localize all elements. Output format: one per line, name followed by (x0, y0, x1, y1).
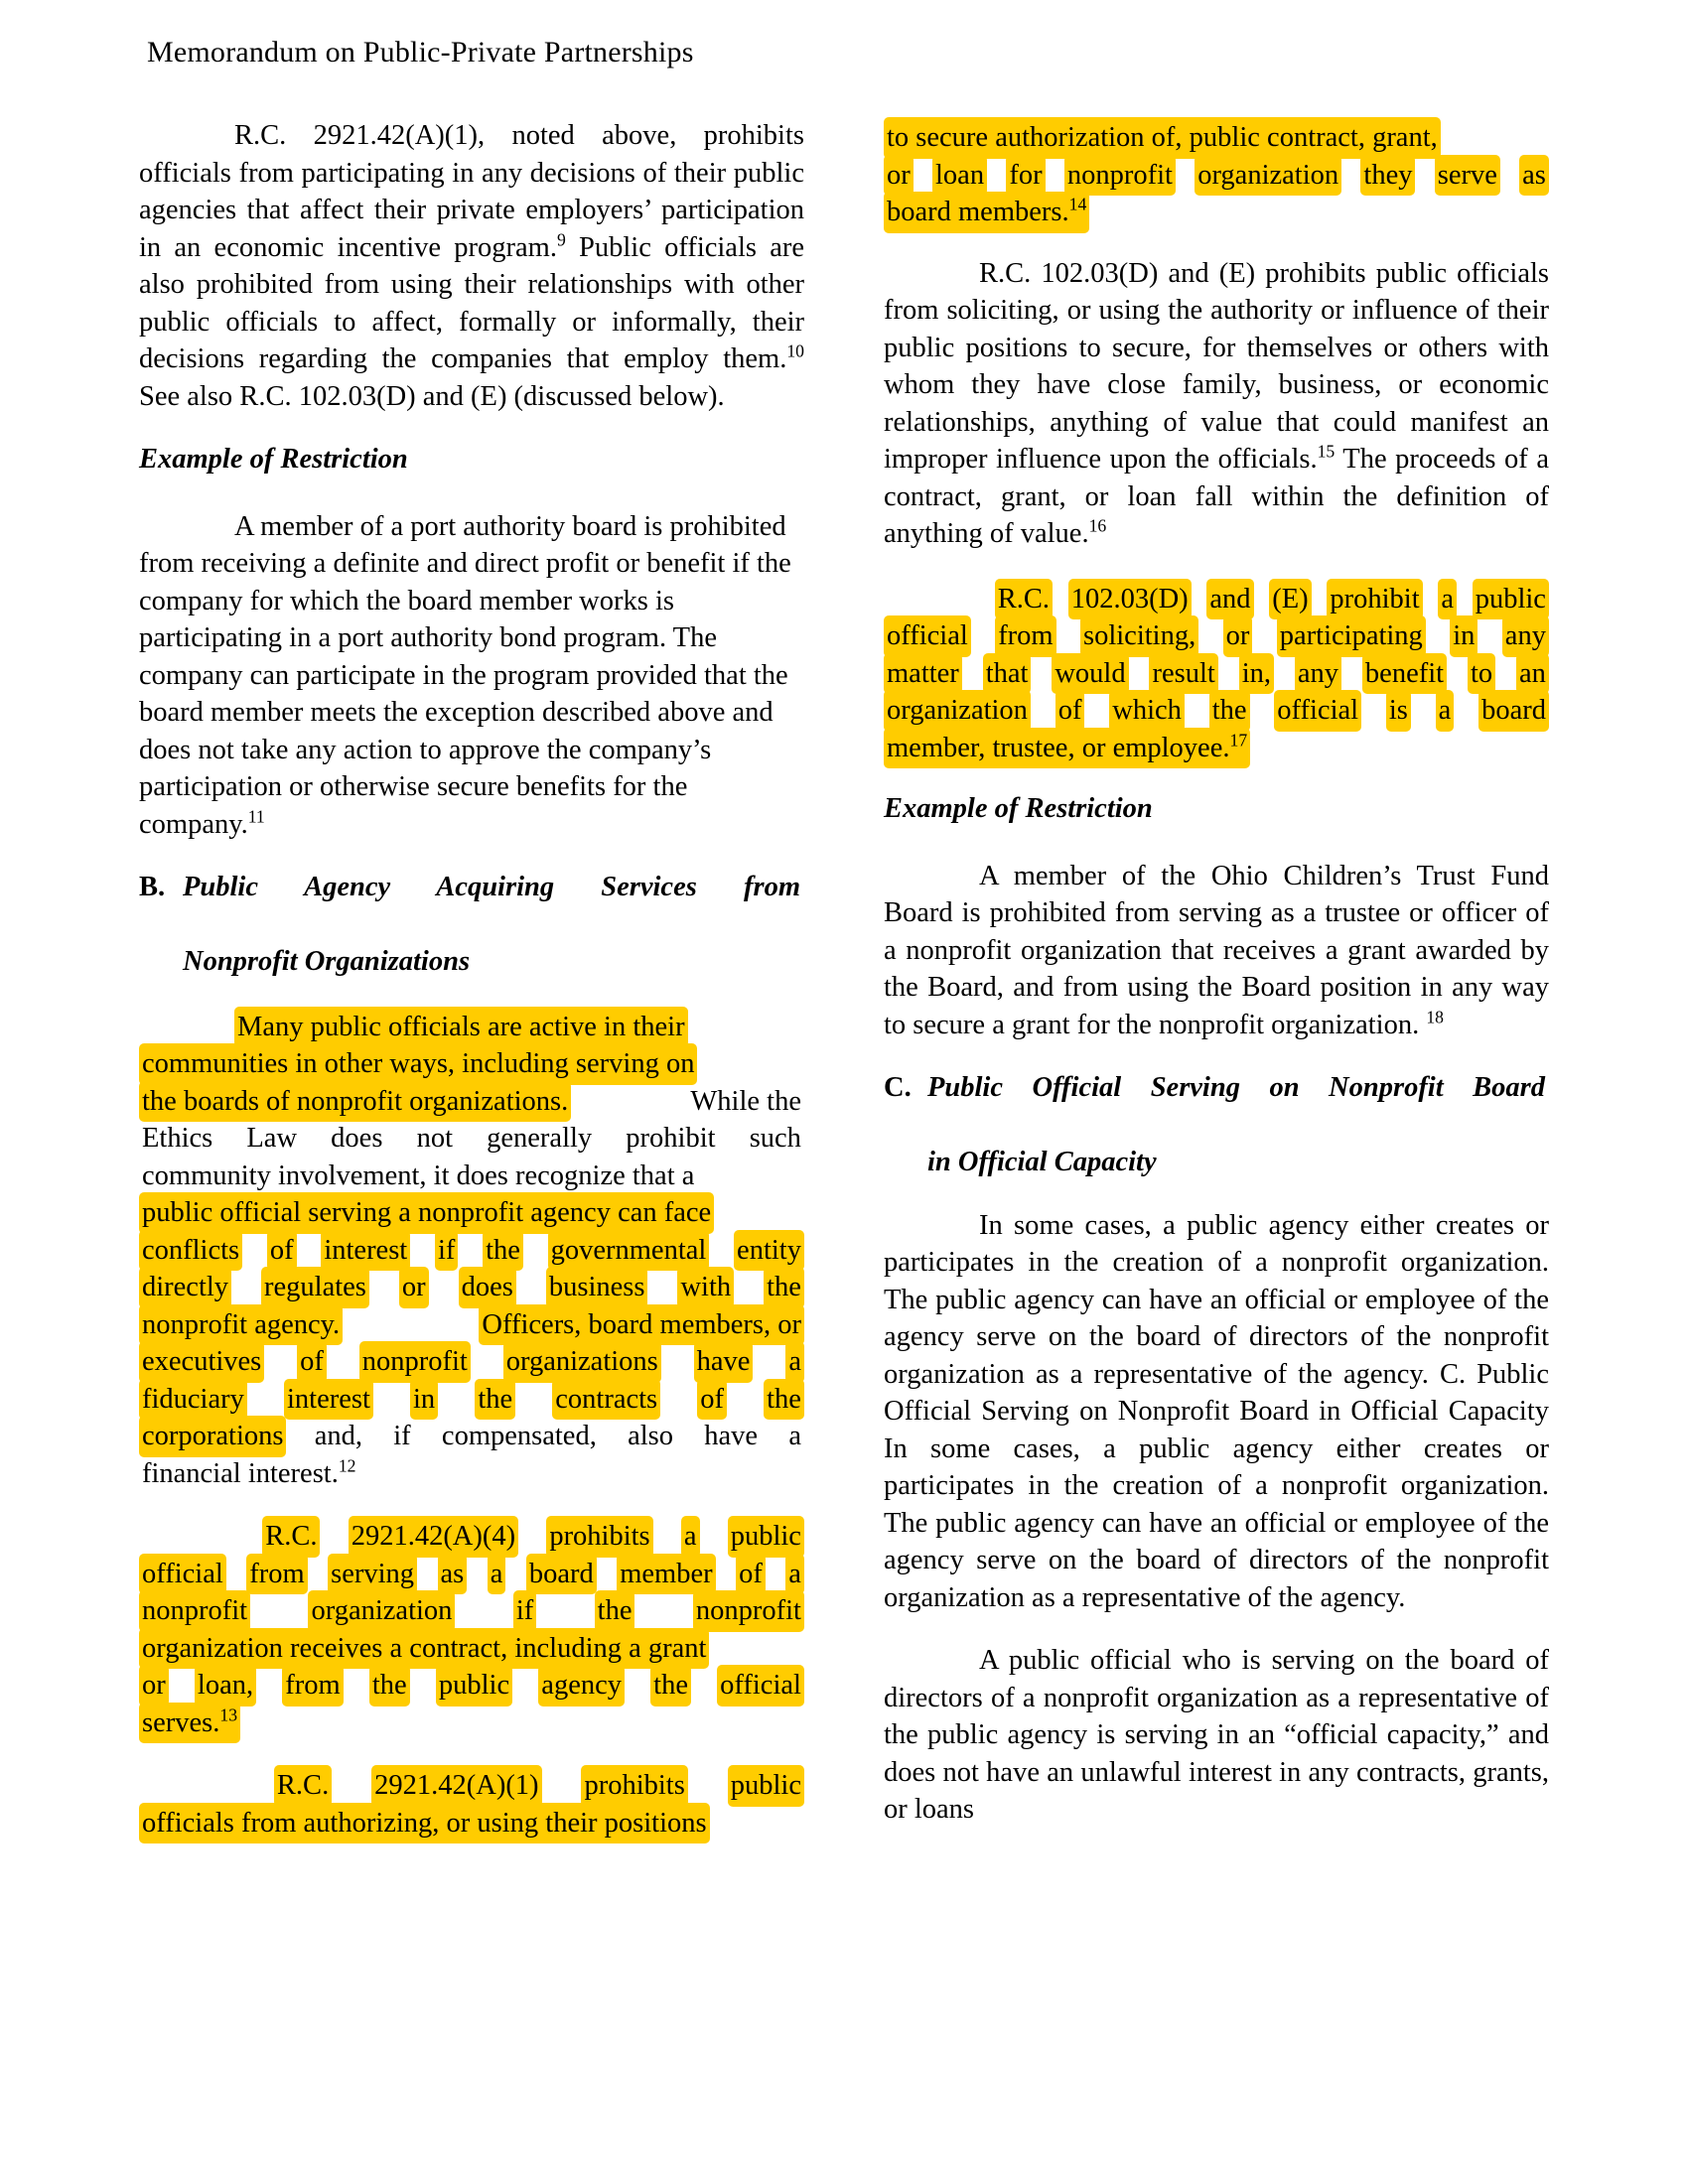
paragraph-rc-2921-42-a1-highlighted (139, 1765, 804, 1840)
highlighted-text: directly (139, 1267, 231, 1308)
highlighted-text: 102.03(D) (1068, 579, 1192, 620)
footnote-ref-10: 10 (786, 341, 804, 361)
highlighted-text: or (884, 155, 914, 197)
text-line (139, 1267, 804, 1304)
highlighted-text: a (488, 1554, 506, 1595)
highlighted-text: to (1468, 653, 1495, 695)
highlighted-text: agency (538, 1665, 625, 1706)
highlighted-text: which (1109, 690, 1185, 732)
highlighted-text: if (435, 1230, 458, 1272)
highlighted-text: interest (321, 1230, 410, 1272)
text-line (139, 1703, 804, 1740)
section-b-title-line1: Public Agency Acquiring Services from (183, 872, 800, 902)
highlighted-text: R.C. (995, 579, 1053, 620)
text-line (884, 728, 1549, 765)
highlighted-text: entity (734, 1230, 804, 1272)
highlighted-text: a (785, 1554, 804, 1595)
footnote-ref-11: 11 (247, 806, 265, 826)
highlighted-text: board members.$^{14}$ (884, 192, 1089, 233)
text-line (139, 1230, 804, 1268)
paragraph-rc-102-03-prohibit-highlighted (884, 579, 1549, 765)
paragraph-secure-authorization-highlighted (884, 117, 1549, 229)
paragraph-official-capacity: A public official who is serving on the board of directors of a nonprofit organization as a representative of the public agency is serving in an “official capacity,” and does not have an unlawful interest in any contracts, grants, or loans (884, 1645, 1549, 1825)
text-line (884, 117, 1549, 155)
plain-text: community involvement, it does recognize that a (142, 1160, 695, 1191)
highlighted-text: result (1149, 653, 1217, 695)
highlighted-text: R.C. (274, 1765, 332, 1807)
text-line (884, 690, 1549, 728)
highlighted-text: of (1055, 690, 1085, 732)
example-of-restriction-heading-right: Example of Restriction (884, 793, 1153, 824)
highlighted-text: or (399, 1267, 429, 1308)
section-b-title (183, 869, 800, 981)
highlighted-text: participating (1277, 615, 1426, 657)
highlighted-text: as (1519, 155, 1549, 197)
highlighted-text: nonprofit (1064, 155, 1176, 197)
highlighted-text: communities in other ways, including serving on (139, 1043, 697, 1085)
text-line (139, 1081, 804, 1119)
section-c-letter: C. (884, 1072, 912, 1103)
plain-text: not (416, 1123, 453, 1154)
example-of-restriction-heading-left: Example of Restriction (139, 444, 408, 475)
highlighted-text: organization (884, 690, 1031, 732)
highlighted-text: nonprofit (139, 1590, 250, 1632)
highlighted-text: nonprofit (359, 1341, 471, 1383)
highlighted-text: public (1473, 579, 1549, 620)
text-line (139, 1007, 804, 1044)
section-b-letter: B. (139, 872, 166, 902)
highlighted-text: the (650, 1665, 691, 1706)
highlighted-text: regulates (261, 1267, 369, 1308)
highlighted-text: any (1295, 653, 1341, 695)
highlighted-text: to secure authorization of, public contract, grant, (884, 117, 1441, 159)
highlighted-text: conflicts (139, 1230, 242, 1272)
plain-text: Law (246, 1123, 298, 1154)
highlighted-text: the (1209, 690, 1250, 732)
text-line (139, 1156, 804, 1193)
section-c-title-line2: in Official Capacity (927, 1147, 1157, 1177)
highlighted-text: in (1450, 615, 1477, 657)
highlighted-text: serving (328, 1554, 417, 1595)
highlighted-text: of (297, 1341, 327, 1383)
highlighted-text: board (1478, 690, 1549, 732)
highlighted-text: contracts (552, 1379, 660, 1421)
paragraph-rc-2921-42-a4-highlighted (139, 1516, 804, 1739)
text-line (139, 1665, 804, 1703)
paragraph-port-authority-example (139, 508, 804, 844)
ohio-example-text: A member of the Ohio Children’s Trust Fund Board is prohibited from serving as a trustee or officer of a nonprofit organization that receives a grant awarded by the Board, and from using the Board position in any way to secure a grant for the nonprofit organization. (884, 860, 1549, 1040)
highlighted-text: corporations (139, 1416, 286, 1457)
para-text-b: Public officials are also prohibited from using their relationships with other public officials to affect, formally or informally, their decisions regarding the companies that employ them. (139, 231, 804, 374)
text-line (139, 1628, 804, 1666)
highlighted-text: nonprofit (693, 1590, 804, 1632)
text-line (884, 192, 1549, 229)
highlighted-text: have (694, 1341, 754, 1383)
left-column (139, 117, 804, 1865)
highlighted-text: of (736, 1554, 766, 1595)
text-line (139, 1043, 804, 1081)
para-text-c: See also R.C. 102.03(D) and (E) (discussed below). (139, 380, 725, 412)
highlighted-text: the boards of nonprofit organizations. (139, 1081, 571, 1123)
text-line (139, 1453, 804, 1491)
text-line (139, 1118, 804, 1156)
highlighted-text: (E) (1269, 579, 1311, 620)
highlighted-text: any (1502, 615, 1549, 657)
highlighted-text: they (1360, 155, 1415, 197)
plain-text: does (331, 1123, 383, 1154)
highlighted-text: of (267, 1230, 297, 1272)
highlighted-text: officials from authorizing, or using their positions (139, 1803, 710, 1844)
highlighted-text: the (764, 1267, 804, 1308)
highlighted-text: the (595, 1590, 635, 1632)
highlighted-text: public (436, 1665, 512, 1706)
highlighted-text: organizations (503, 1341, 661, 1383)
highlighted-text: from (282, 1665, 343, 1706)
highlighted-text: 2921.42(A)(1) (371, 1765, 541, 1807)
highlighted-text: Many public officials are active in their (234, 1007, 688, 1048)
text-line (884, 579, 1549, 616)
highlighted-text: board (526, 1554, 597, 1595)
highlighted-text: organization (1195, 155, 1341, 197)
plain-text: such (749, 1123, 801, 1154)
plain-text: also (628, 1421, 673, 1451)
footnote-ref-14: 14 (1068, 194, 1087, 214)
plain-text: generally (487, 1123, 593, 1154)
paragraph-public-agency-creation: In some cases, a public agency either creates or participates in the creation of a nonprofit organization. The public agency can have an official or employee of the agency serve on the board of directors of the nonprofit organization as a representative of the agency. C. Public Official Serving on Nonprofit Board in Official Capacity In some cases, a public agency either creates or participates in the creation of a nonprofit organization. The public agency can have an official or employee of the agency serve on the board of directors of the nonprofit organization as a representative of the agency. (884, 1209, 1549, 1613)
highlighted-text: is (1386, 690, 1411, 732)
highlighted-text: and (1206, 579, 1253, 620)
highlighted-text: fiduciary (139, 1379, 247, 1421)
right-column (884, 117, 1549, 1865)
highlighted-text: organization receives a contract, including a grant (139, 1628, 709, 1670)
highlighted-text: the (764, 1379, 804, 1421)
plain-text: and, (314, 1421, 362, 1451)
highlighted-text: a (1436, 690, 1455, 732)
highlighted-text: or (1223, 615, 1253, 657)
highlighted-text: official (717, 1665, 804, 1706)
highlighted-text: a (681, 1516, 700, 1558)
plain-text: While the (690, 1085, 801, 1117)
highlighted-text: nonprofit agency. (139, 1304, 343, 1346)
text-line (139, 1341, 804, 1379)
highlighted-text: prohibits (546, 1516, 652, 1558)
text-line (139, 1554, 804, 1591)
text-line (884, 155, 1549, 193)
footnote-ref-12: 12 (338, 1455, 356, 1475)
highlighted-text: or (139, 1665, 169, 1706)
plain-text: a (788, 1421, 801, 1451)
text-line (884, 615, 1549, 653)
section-b-heading (139, 869, 804, 981)
highlighted-text: 2921.42(A)(4) (349, 1516, 518, 1558)
highlighted-text: from (995, 615, 1055, 657)
highlighted-text: a (785, 1341, 804, 1383)
section-b-title-line2: Nonprofit Organizations (183, 946, 471, 977)
highlighted-text: as (438, 1554, 468, 1595)
text-line (139, 1516, 804, 1554)
footnote-ref-9: 9 (556, 229, 566, 249)
highlighted-text: would (1052, 653, 1128, 695)
section-c-heading (884, 1069, 1549, 1181)
highlighted-text: of (697, 1379, 727, 1421)
highlighted-text: if (513, 1590, 536, 1632)
page-header: Memorandum on Public-Private Partnerships (147, 36, 694, 68)
paragraph-nonprofit-boards-highlighted (139, 1007, 804, 1491)
footnote-ref-13: 13 (219, 1705, 238, 1724)
footnote-ref-18: 18 (1426, 1007, 1444, 1026)
highlighted-text: a (1438, 579, 1457, 620)
highlighted-text: loan (932, 155, 987, 197)
highlighted-text: organization (308, 1590, 455, 1632)
text-line (139, 1803, 804, 1841)
highlighted-text: official (139, 1554, 226, 1595)
highlighted-text: that (983, 653, 1032, 695)
plain-text: compensated, (441, 1421, 597, 1451)
highlighted-text: soliciting, (1080, 615, 1198, 657)
text-line (139, 1379, 804, 1417)
two-column-body (139, 117, 1549, 1865)
highlighted-text: in (410, 1379, 438, 1421)
footnote-ref-15: 15 (1317, 441, 1336, 462)
highlighted-text: R.C. (262, 1516, 320, 1558)
highlighted-text: from (246, 1554, 307, 1595)
section-c-title (927, 1069, 1545, 1181)
highlighted-text: interest (284, 1379, 373, 1421)
text-line (139, 1304, 804, 1342)
highlighted-text: Officers, board members, or (479, 1304, 804, 1346)
highlighted-text: matter (884, 653, 962, 695)
footnote-ref-17: 17 (1229, 730, 1248, 750)
plain-text: have (704, 1421, 759, 1451)
rc-10203-text-b: The proceeds of a contract, grant, or loan fall within the definition of anything of value. (884, 444, 1549, 549)
plain-text: if (393, 1421, 411, 1451)
highlighted-text: the (483, 1230, 523, 1272)
highlighted-text: prohibit (1327, 579, 1422, 620)
plain-text: Ethics (142, 1123, 213, 1154)
highlighted-text: public (728, 1516, 804, 1558)
highlighted-text: the (369, 1665, 410, 1706)
text-line (139, 1590, 804, 1628)
rc-10203-text-a: R.C. 102.03(D) and (E) prohibits public officials from soliciting, or using the authority or influence of their public positions to secure, for themselves or others with whom they have close family, business, or economic relationships, anything of value that could manifest an improper influence upon the officials. (884, 257, 1549, 475)
paragraph-ohio-childrens-trust-example (884, 858, 1549, 1044)
highlighted-text: with (677, 1267, 734, 1308)
highlighted-text: public (728, 1765, 804, 1807)
highlighted-text: benefit (1362, 653, 1447, 695)
text-line (139, 1416, 804, 1453)
highlighted-text: the (475, 1379, 515, 1421)
highlighted-text: official (1274, 690, 1361, 732)
highlighted-text: business (546, 1267, 648, 1308)
para-text-a: R.C. 2921.42(A)(1), noted above, prohibits officials from participating in any decisions of their public agencies that affect their private employers’ participation in an economic incentive program. (139, 120, 804, 263)
highlighted-text: member (617, 1554, 715, 1595)
highlighted-text: for (1006, 155, 1045, 197)
highlighted-text: executives (139, 1341, 264, 1383)
plain-text: financial interest.$^{12}$ (142, 1455, 356, 1489)
highlighted-text: prohibits (581, 1765, 687, 1807)
highlighted-text: serve (1435, 155, 1500, 197)
highlighted-text: in, (1239, 653, 1274, 695)
highlighted-text: does (459, 1267, 516, 1308)
example-text: A member of a port authority board is prohibited from receiving a definite and direct profit or benefit if the company for which the board member works is participating in a port authority bond program. The company can participate in the program provided that the board member meets the exception described above and does not take any action to approve the company’s participation or otherwise secure benefits for the company. (139, 510, 791, 840)
footnote-ref-16: 16 (1088, 515, 1107, 536)
text-line (139, 1192, 804, 1230)
highlighted-text: serves.$^{13}$ (139, 1703, 240, 1744)
highlighted-text: an (1516, 653, 1549, 695)
highlighted-text: member, trustee, or employee.$^{17}$ (884, 728, 1250, 769)
highlighted-text: governmental (548, 1230, 710, 1272)
highlighted-text: loan, (195, 1665, 256, 1706)
paragraph-rc-102-03 (884, 255, 1549, 553)
highlighted-text: public official serving a nonprofit agency can face (139, 1192, 714, 1234)
section-c-title-line1: Public Official Serving on Nonprofit Board (927, 1072, 1545, 1103)
paragraph-rc-2921-42-a1 (139, 117, 804, 415)
text-line (884, 653, 1549, 691)
plain-text: prohibit (626, 1123, 716, 1154)
highlighted-text: official (884, 615, 971, 657)
text-line (139, 1765, 804, 1803)
